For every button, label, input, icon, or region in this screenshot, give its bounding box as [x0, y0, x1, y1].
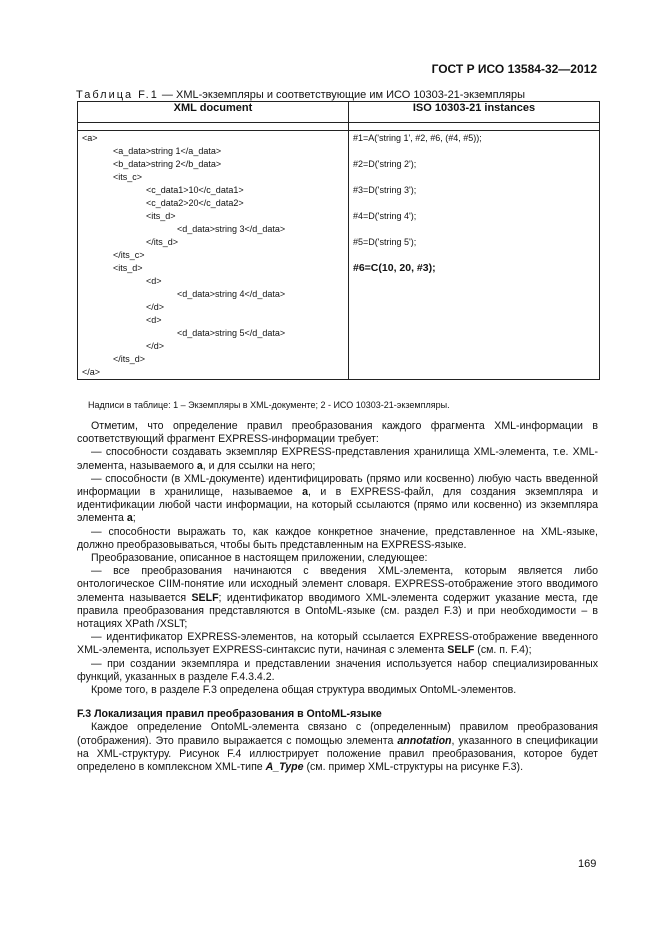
- code-line: </its_c>: [113, 250, 145, 260]
- instance-line: #1=A('string 1', #2, #6, (#4, #5));: [353, 133, 482, 143]
- table-caption: [76, 89, 525, 101]
- code-line: <c_data1>10</c_data1>: [146, 185, 244, 195]
- instance-line: #2=D('string 2');: [353, 159, 417, 169]
- paragraph: — способности создавать экземпляр EXPRESS-представления хранилища XML-элемента, т.е. XML-элемента, называемого a, и для ссылки на него;: [77, 446, 598, 472]
- table-caption-text: — XML-экземпляры и соответствующие им ИСО 10303-21-экземпляры: [158, 89, 525, 101]
- code-line: </d>: [146, 341, 165, 351]
- code-line: <c_data2>20</c_data2>: [146, 198, 244, 208]
- instance-line: #6=C(10, 20, #3);: [353, 262, 436, 274]
- code-line: <d>: [146, 276, 162, 286]
- xml-code-cell: [78, 131, 349, 380]
- paragraph: Преобразование, описанное в настоящем приложении, следующее:: [91, 552, 428, 565]
- code-line: <its_d>: [146, 211, 176, 221]
- xml-instances-table: [77, 101, 600, 380]
- code-line: <d_data>string 4</d_data>: [177, 289, 286, 299]
- paragraph: Отметим, что определение правил преобразования каждого фрагмента XML-информации в соответствующий фрагмент EXPRESS-информации требует:: [77, 420, 598, 446]
- paragraph: — идентификатор EXPRESS-элементов, на который ссылается EXPRESS-отображение введенного XML-элемента, использует EXPRESS-синтаксис пути, начиная с элемента SELF (см. п. F.4);: [77, 631, 598, 657]
- col-header-iso: ISO 10303-21 instances: [349, 102, 600, 123]
- page-number: 169: [578, 858, 597, 870]
- code-line: <its_d>: [113, 263, 143, 273]
- code-line: <a_data>string 1</a_data>: [113, 146, 222, 156]
- table-note: Надписи в таблице: 1 – Экземпляры в XML-документе; 2 - ИСО 10303-21-экземпляры.: [88, 400, 450, 410]
- code-line: <d_data>string 5</d_data>: [177, 328, 286, 338]
- code-line: <b_data>string 2</b_data>: [113, 159, 222, 169]
- code-line: <d_data>string 3</d_data>: [177, 224, 286, 234]
- paragraph: — способности выражать то, как каждое конкретное значение, представленное на XML-языке, должно преобразовываться, чтобы быть представленным на EXPRESS-языке.: [77, 525, 598, 551]
- col-header-xml: XML document: [78, 102, 349, 123]
- iso-instances-cell: [349, 131, 600, 380]
- code-line: <a>: [82, 133, 98, 143]
- instance-line: #4=D('string 4');: [353, 211, 417, 221]
- table-caption-prefix: Таблица F.1: [76, 89, 159, 101]
- code-line: </its_d>: [113, 354, 146, 364]
- document-header: ГОСТ Р ИСО 13584-32—2012: [431, 62, 597, 76]
- instance-line: #5=D('string 5');: [353, 237, 417, 247]
- paragraph: — при создании экземпляра и представлении значения используется набор специализированных функций, указанных в разделе F.4.3.4.2.: [77, 657, 598, 683]
- code-line: <its_c>: [113, 172, 143, 182]
- paragraph: — способности (в XML-документе) идентифицировать (прямо или косвенно) любую часть введенной информации в хранилище, называемое a, и в EXPRESS-файл, для создания экземпляра и идентификации любой части информации, на который ссылаются (прямо или косвенно) из экземпляра элемента a;: [77, 472, 598, 525]
- paragraph: Кроме того, в разделе F.3 определена общая структура вводимых OntoML-элементов.: [91, 684, 517, 697]
- code-line: </a>: [82, 367, 101, 377]
- body-text: [77, 420, 598, 774]
- instance-line: #3=D('string 3');: [353, 185, 417, 195]
- code-line: <d>: [146, 315, 162, 325]
- section-heading: F.3 Локализация правил преобразования в OntoML-языке: [77, 708, 382, 721]
- code-line: </d>: [146, 302, 165, 312]
- paragraph: — все преобразования начинаются с введения XML-элемента, которым является либо онтологическое CIIM-понятие или исходный элемент словаря. EXPRESS-отображение этого вводимого элемента называется SELF; идентификатор вводимого XML-элемента содержит указание места, где правила преобразования представляются в OntoML-языке (см. раздел F.3) и при необходимости – в нотациях XPath /XSLT;: [77, 565, 598, 631]
- paragraph: Каждое определение OntoML-элемента связано с (определенным) правилом преобразования (отображения). Это правило выражается с помощью элемента annotation, указанного в спецификации на XML-структуру. Рисунок F.4 иллюстрирует положение правил преобразования, которое будет определено в комплексном XML-типе A_Type (см. пример XML-структуры на рисунке F.3).: [77, 721, 598, 774]
- code-line: </its_d>: [146, 237, 179, 247]
